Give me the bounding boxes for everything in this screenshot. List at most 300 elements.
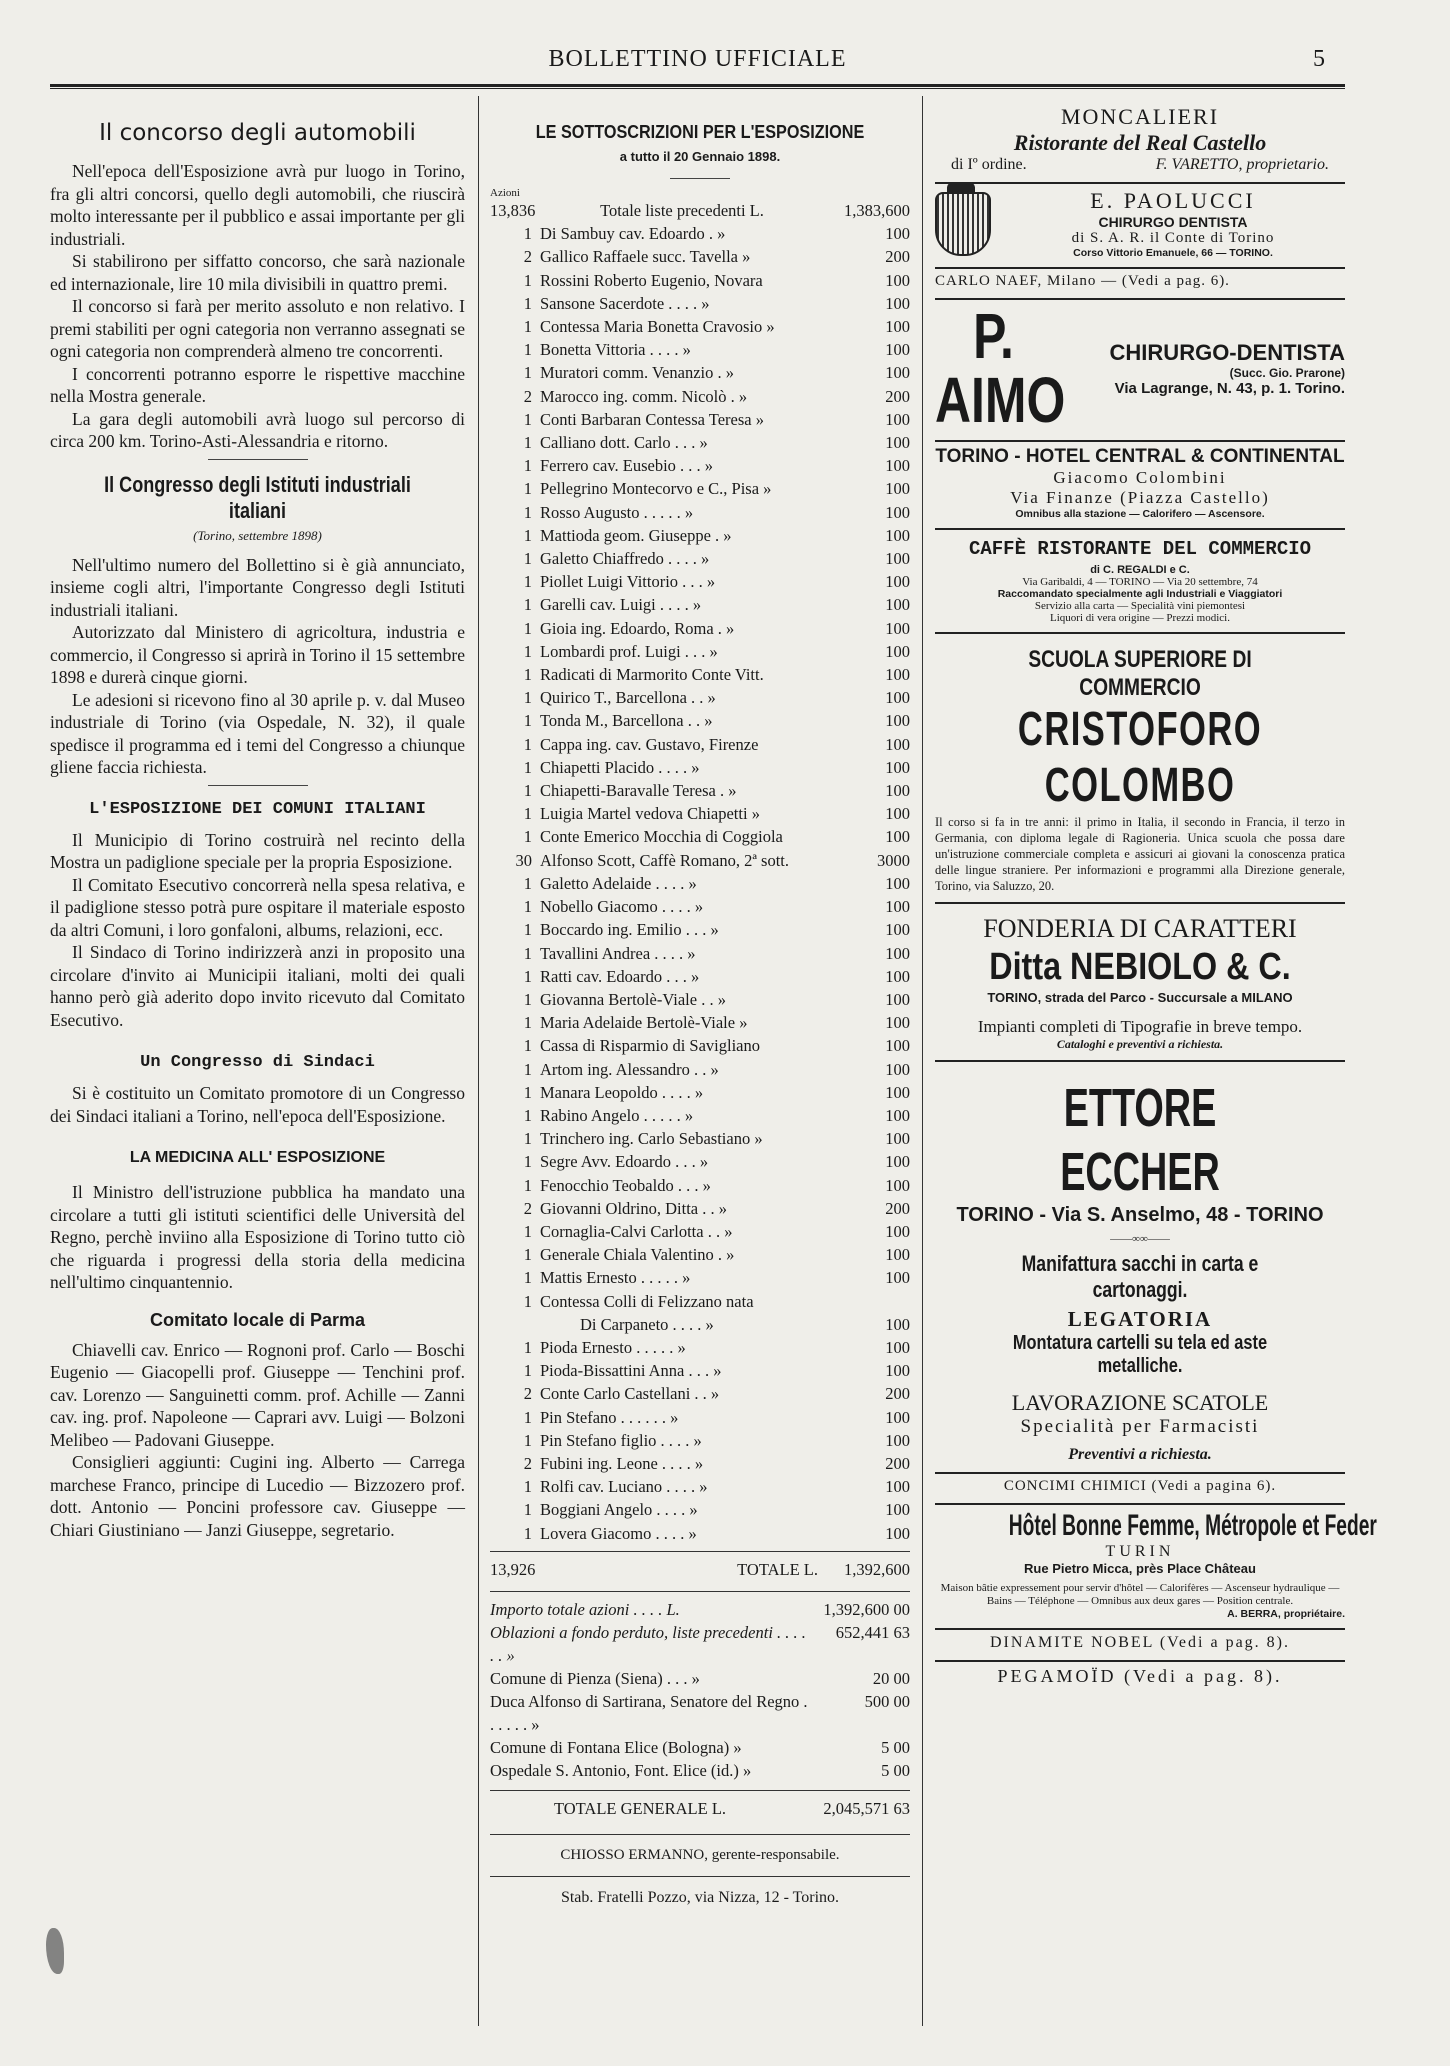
subscription-row — [490, 431, 910, 454]
amount: 100 — [885, 1152, 910, 1172]
shares: 1 — [523, 989, 532, 1009]
subscription-row — [490, 1081, 910, 1104]
footer-rule — [490, 1876, 910, 1877]
article-title: Il concorso degli automobili — [99, 120, 416, 146]
subscriber-name: Manara Leopoldo . . . . » — [540, 1082, 704, 1102]
subscription-row — [490, 593, 910, 616]
summary-label: Importo totale azioni . . . . L. — [490, 1599, 680, 1619]
total-rule — [490, 1551, 910, 1552]
subscriber-name: Pioda-Bissattini Anna . . . » — [540, 1361, 722, 1381]
amount: 100 — [885, 1314, 910, 1334]
subscriber-name: Luigia Martel vedova Chiapetti » — [540, 804, 760, 824]
summary-label: Oblazioni a fondo perduto, liste precedenti . . . . . . » — [490, 1622, 806, 1665]
subscription-row — [490, 802, 910, 825]
total-shares: 13,926 — [490, 1559, 536, 1579]
shares: 1 — [523, 1082, 532, 1102]
page-number: 5 — [1313, 46, 1325, 72]
amount: 100 — [885, 1430, 910, 1450]
ad-line: Ristorante del Real Castello — [1013, 130, 1267, 155]
shares: 1 — [523, 1152, 532, 1172]
subscriber-name: Di Sambuy cav. Edoardo . » — [540, 224, 726, 244]
shares: 1 — [523, 618, 532, 638]
summary-amount: 5 00 — [881, 1760, 910, 1780]
subscription-row — [490, 942, 910, 965]
shares: 1 — [523, 1221, 532, 1241]
subscription-row — [490, 756, 910, 779]
shares: 1 — [523, 966, 532, 986]
subscription-row — [490, 1197, 910, 1220]
shares: 1 — [523, 456, 532, 476]
ad-line: Maison bâtie expressement pour servir d'hôtel — Calorifères — Ascenseur hydraulique — Bains — Téléphone — Omnibus aux deux gares — Position centrale. — [940, 1582, 1340, 1607]
amount: 100 — [885, 270, 910, 290]
subscriber-name: Fenocchio Teobaldo . . . » — [540, 1175, 711, 1195]
amount: 100 — [885, 1337, 910, 1357]
shares: 1 — [523, 572, 532, 592]
subscriber-name: Calliano dott. Carlo . . . » — [540, 433, 708, 453]
article-paragraph: Si stabilirono per siffatto concorso, che sarà nazionale ed internazionale, lire 10 mila divisibili in quattro premi. — [50, 251, 465, 294]
subscriber-name: Marocco ing. comm. Nicolò . » — [540, 386, 748, 406]
amount: 100 — [885, 1523, 910, 1543]
subscriber-name: Boggiani Angelo . . . . » — [540, 1500, 698, 1520]
subscription-row — [490, 825, 910, 848]
ad-line: Via Lagrange, N. 43, p. 1. Torino. — [1114, 379, 1345, 397]
amount: 100 — [885, 409, 910, 429]
ad-line: Via Garibaldi, 4 — TORINO — Via 20 settembre, 74 — [1022, 576, 1258, 588]
ad-line: DINAMITE NOBEL (Vedi a pag. 8). — [989, 1634, 1290, 1651]
subscriber-name: Pin Stefano figlio . . . . » — [540, 1430, 702, 1450]
shares: 2 — [523, 247, 532, 267]
ad-paolucci — [935, 184, 1345, 269]
ad-line: CARLO NAEF, Milano — (Vedi a pag. 6). — [935, 273, 1230, 289]
amount: 100 — [885, 595, 910, 615]
ad-caffe-commercio — [935, 530, 1345, 634]
amount: 100 — [885, 340, 910, 360]
ad-line: Montatura cartelli su tela ed aste metalliche. — [1012, 1332, 1268, 1377]
amount: 100 — [885, 525, 910, 545]
subscription-row — [490, 965, 910, 988]
summary-row — [490, 1621, 910, 1667]
total-amount: 1,392,600 — [844, 1559, 910, 1579]
amount: 100 — [885, 665, 910, 685]
shares: 1 — [523, 317, 532, 337]
summary-label: Duca Alfonso di Sartirana, Senatore del Regno . . . . . . » — [490, 1691, 808, 1734]
total-row — [490, 1558, 910, 1581]
ad-line: Specialità per Farmacisti — [1020, 1416, 1260, 1437]
shares: 1 — [523, 595, 532, 615]
amount: 100 — [885, 920, 910, 940]
subscriber-name: Segre Avv. Edoardo . . . » — [540, 1152, 709, 1172]
subscriber-name: Muratori comm. Venanzio . » — [540, 363, 734, 383]
subscription-list — [490, 222, 910, 1545]
summary-label: Ospedale S. Antonio, Font. Elice (id.) » — [490, 1760, 752, 1780]
subscriber-name: Generale Chiala Valentino . » — [540, 1245, 735, 1265]
ad-line: F. VARETTO, proprietario. — [1155, 156, 1329, 173]
total-label: TOTALE L. — [737, 1559, 818, 1579]
list-subtitle: a tutto il 20 Gennaio 1898. — [619, 149, 781, 164]
subscription-row — [490, 1406, 910, 1429]
subscriber-name: Galetto Adelaide . . . . » — [540, 873, 697, 893]
ad-concimi — [935, 1474, 1345, 1505]
ad-heading: ETTORE ECCHER — [1060, 1078, 1220, 1202]
amount: 100 — [885, 688, 910, 708]
shares: 1 — [523, 711, 532, 731]
subscription-row — [490, 1034, 910, 1057]
ad-line: (Succ. Gio. Prarone) — [1229, 365, 1345, 380]
ad-heading: Ditta NEBIOLO & C. — [989, 946, 1291, 988]
article-paragraph: Il concorso si farà per merito assoluto e non relativo. I premi stabiliti per ogni categoria non verranno assegnati se ogni categoria non comprenderà almeno tre concorrenti. — [50, 296, 465, 361]
subscription-row — [490, 779, 910, 802]
subscriber-name: Giovanna Bertolè-Viale . . » — [540, 989, 726, 1009]
amount: 100 — [885, 363, 910, 383]
shares: 1 — [523, 479, 532, 499]
ad-line: Corso Vittorio Emanuele, 66 — TORINO. — [1073, 247, 1273, 259]
subscription-row — [490, 895, 910, 918]
article-paragraph: La gara degli automobili avrà luogo sul percorso di circa 200 km. Torino-Asti-Alessandria e ritorno. — [50, 408, 465, 451]
amount: 100 — [885, 433, 910, 453]
column-left — [50, 100, 465, 1541]
subscriber-name: Contessa Maria Bonetta Cravosio » — [540, 317, 775, 337]
ad-hotel-bonne-femme — [935, 1505, 1377, 1630]
shares: 1 — [523, 920, 532, 940]
subscription-row — [490, 1452, 910, 1475]
journal-title: BOLLETTINO UFFICIALE — [548, 46, 847, 72]
ad-line: Via Finanze (Piazza Castello) — [1010, 488, 1270, 507]
ad-line: Liquori di vera origine — Prezzi modici. — [1050, 612, 1230, 624]
ad-line: LAVORAZIONE SCATOLE — [1011, 1390, 1269, 1415]
amount: 100 — [885, 781, 910, 801]
shares: 1 — [523, 781, 532, 801]
shares: 1 — [523, 943, 532, 963]
shares: 1 — [523, 897, 532, 917]
amount: 100 — [885, 1129, 910, 1149]
subscription-row — [490, 245, 910, 268]
ad-scuola-commercio — [935, 634, 1345, 904]
subscription-row — [490, 1266, 910, 1289]
printer-line: Stab. Fratelli Pozzo, via Nizza, 12 - Torino. — [560, 1888, 840, 1906]
grand-total-rule — [490, 1790, 910, 1791]
subscription-row — [490, 454, 910, 477]
article-paragraph: Il Sindaco di Torino indirizzerà anzi in proposito una circolare d'invito ai Municipii italiani, molti dei quali hanno però già aderito dopo invito ricevuto dal Comitato Esecutivo. — [50, 942, 465, 1030]
subscription-row — [490, 547, 910, 570]
subscriber-name: Mattis Ernesto . . . . . » — [540, 1268, 691, 1288]
subscriber-name: Nobello Giacomo . . . . » — [540, 897, 704, 917]
subscription-row — [490, 501, 910, 524]
article-paragraph: Si è costituito un Comitato promotore di un Congresso dei Sindaci italiani a Torino, nell'epoca dell'Esposizione. — [50, 1083, 465, 1126]
shares: 1 — [523, 665, 532, 685]
article-paragraph: Nell'ultimo numero del Bollettino si è già annunciato, insieme cogli altri, l'importante Congresso degli Istituti industriali italiani. — [50, 554, 465, 620]
shares: 1 — [523, 549, 532, 569]
subscriber-name: Contessa Colli di Felizzano nata — [540, 1291, 754, 1311]
article-paragraph: Consiglieri aggiunti: Cugini ing. Alberto — Carrega marchese Franco, principe di Lucedio — Bizzozero prof. dott. Antonio — Poncini professore cav. Giuseppe — Chiari Giustiniano — Janzi Giuseppe, segretario. — [50, 1452, 465, 1540]
subscription-row — [490, 733, 910, 756]
subscription-row — [490, 988, 910, 1011]
subscriber-name: Cornaglia-Calvi Carlotta . . » — [540, 1221, 733, 1241]
shares: 1 — [523, 1245, 532, 1265]
shares: 1 — [523, 1361, 532, 1381]
amount: 100 — [885, 317, 910, 337]
shares: 13,836 — [490, 201, 536, 220]
summary-amount: 652,441 63 — [835, 1622, 910, 1642]
summary-amount: 1,392,600 00 — [823, 1599, 910, 1619]
ad-nebiolo — [935, 904, 1345, 1062]
ad-aimo — [935, 300, 1345, 442]
amount: 200 — [885, 1384, 910, 1404]
article-paragraph: Autorizzato dal Ministero di agricoltura, industria e commercio, il Congresso si aprirà in Torino il 15 settembre 1898 e durerà cinque giorni. — [50, 622, 465, 687]
subscriber-name: Gioia ing. Edoardo, Roma . » — [540, 618, 735, 638]
summary-list — [490, 1598, 910, 1782]
shares: 30 — [515, 850, 532, 870]
amount: 100 — [885, 757, 910, 777]
ad-line: di C. REGALDI e C. — [1090, 564, 1190, 576]
amount: 3000 — [877, 850, 910, 870]
summary-label: Comune di Pienza (Siena) . . . » — [490, 1668, 700, 1688]
shares: 1 — [523, 1268, 532, 1288]
amount: 100 — [885, 641, 910, 661]
shares: 1 — [523, 409, 532, 429]
shares: 1 — [523, 1407, 532, 1427]
shares: 1 — [523, 1337, 532, 1357]
shares: 1 — [523, 1059, 532, 1079]
ad-heading: TORINO - HOTEL CENTRAL & CONTINENTAL — [935, 446, 1345, 467]
subscription-row — [490, 570, 910, 593]
subscriber-name: Ratti cav. Edoardo . . . » — [540, 966, 700, 986]
ad-line: Servizio alla carta — Specialità vini piemontesi — [1034, 600, 1246, 612]
subscriber-name: Radicati di Marmorito Conte Vitt. — [540, 665, 764, 685]
column-divider-1 — [478, 96, 479, 2026]
amount: 100 — [885, 1245, 910, 1265]
subscription-row — [490, 872, 910, 895]
shares: 2 — [523, 386, 532, 406]
shares: 1 — [523, 1500, 532, 1520]
ad-line: A. BERRA, propriétaire. — [1227, 1608, 1345, 1620]
amount: 100 — [885, 549, 910, 569]
subscription-row — [490, 1336, 910, 1359]
article-paragraph: Le adesioni si ricevono fino al 30 aprile p. v. dal Museo industriale di Torino (via Ospedale, N. 32), il quale spedisce il programma ed i temi del Congresso a chiunque gliene faccia richiesta. — [50, 689, 465, 777]
subscriber-name: Conte Carlo Castellani . . » — [540, 1384, 720, 1404]
amount: 100 — [885, 1082, 910, 1102]
subscription-row — [490, 918, 910, 941]
subscription-row — [490, 315, 910, 338]
article-title: LA MEDICINA ALL' ESPOSIZIONE — [129, 1149, 386, 1166]
shares: 1 — [523, 1477, 532, 1497]
shares: 2 — [523, 1198, 532, 1218]
subscription-row — [490, 1058, 910, 1081]
ad-line: Rue Pietro Micca, près Place Château — [1024, 1561, 1256, 1576]
grand-total-row — [490, 1797, 910, 1820]
subscription-row — [490, 1150, 910, 1173]
subscription-row — [490, 640, 910, 663]
amount: 100 — [885, 224, 910, 244]
article-paragraph: Il Comitato Esecutivo concorrerà nella spesa relativa, e il padiglione stesso potrà pure ospitare il materiale esposto da altri Comuni, i loro gonfaloni, albums, relazioni, ecc. — [50, 874, 465, 940]
subscription-row — [490, 1498, 910, 1521]
shares: 1 — [523, 873, 532, 893]
article-paragraph: Il Municipio di Torino costruirà nel recinto della Mostra un padiglione speciale per la propria Esposizione. — [50, 829, 465, 872]
subscription-row — [490, 1104, 910, 1127]
ad-heading: P. AIMO — [935, 300, 1066, 436]
amount: 100 — [885, 734, 910, 754]
subscriber-name: Sansone Sacerdote . . . . » — [540, 293, 710, 313]
subscription-row — [490, 1243, 910, 1266]
article-paragraph: Nell'epoca dell'Esposizione avrà pur luogo in Torino, fra gli altri concorsi, quello degli automobili, che riuscirà molto interessante per il pubblico e assai importante per gli industriali. — [50, 161, 465, 249]
shares: 1 — [523, 270, 532, 290]
amount: 200 — [885, 386, 910, 406]
ad-line: CONCIMI CHIMICI (Vedi a pagina 6). — [1003, 1478, 1277, 1494]
shares: 1 — [523, 1291, 532, 1311]
shares: 1 — [523, 1430, 532, 1450]
amount: 100 — [885, 293, 910, 313]
shares: 1 — [523, 641, 532, 661]
amount: 100 — [885, 897, 910, 917]
amount: 100 — [885, 1361, 910, 1381]
royal-crest-icon — [935, 192, 991, 256]
subscriber-name: Rolfi cav. Luciano . . . . » — [540, 1477, 708, 1497]
shares: 1 — [523, 433, 532, 453]
amount: 100 — [885, 1268, 910, 1288]
subscriber-name: Conti Barbaran Contessa Teresa » — [540, 409, 764, 429]
subscription-row — [490, 1382, 910, 1405]
amount: 200 — [885, 1453, 910, 1473]
subscription-row — [490, 1522, 910, 1545]
subscription-row — [490, 686, 910, 709]
amount: 100 — [885, 873, 910, 893]
header-rule-thin — [50, 88, 1345, 89]
article-title: L'ESPOSIZIONE DEI COMUNI ITALIANI — [89, 799, 426, 819]
ad-line: Preventivi a richiesta. — [1068, 1446, 1212, 1463]
subscription-row — [490, 385, 910, 408]
subscription-row — [490, 1174, 910, 1197]
subscriber-name: Artom ing. Alessandro . . » — [540, 1059, 719, 1079]
subscription-row — [490, 338, 910, 361]
subscriber-name: Ferrero cav. Eusebio . . . » — [540, 456, 714, 476]
shares: 2 — [523, 1384, 532, 1404]
ad-line: TORINO - Via S. Anselmo, 48 - TORINO — [956, 1204, 1324, 1226]
ad-pegamoid — [935, 1662, 1345, 1687]
subscriber-name: Galetto Chiaffredo . . . . » — [540, 549, 710, 569]
column-divider-2 — [922, 96, 923, 2026]
list-title: LE SOTTOSCRIZIONI PER L'ESPOSIZIONE — [535, 122, 865, 142]
subscription-row — [490, 524, 910, 547]
subscriber-name: Rabino Angelo . . . . . » — [540, 1105, 694, 1125]
shares: 1 — [523, 827, 532, 847]
ad-heading: MONCALIERI — [1060, 104, 1220, 129]
ad-line: PEGAMOÏD (Vedi a pag. 8). — [997, 1666, 1283, 1686]
shares: 1 — [523, 1129, 532, 1149]
amount: 100 — [885, 1013, 910, 1033]
summary-amount: 500 00 — [864, 1691, 910, 1711]
subscription-row — [490, 849, 910, 872]
header-rule — [50, 84, 1345, 87]
amount: 100 — [885, 1221, 910, 1241]
label: Totale liste precedenti L. — [600, 201, 764, 220]
amount: 100 — [885, 827, 910, 847]
subscription-row — [490, 292, 910, 315]
subscription-row — [490, 1220, 910, 1243]
previous-total-row — [490, 199, 910, 222]
ad-naef — [935, 269, 1345, 300]
shares: 1 — [523, 502, 532, 522]
shares: 1 — [523, 804, 532, 824]
grand-total-amount: 2,045,571 63 — [823, 1798, 910, 1818]
ad-line: Omnibus alla stazione — Calorifero — Ascensore. — [1015, 508, 1265, 520]
summary-amount: 5 00 — [881, 1737, 910, 1757]
ad-line: CHIRURGO-DENTISTA — [1109, 339, 1345, 365]
amount: 1,383,600 — [844, 201, 910, 220]
footer-rule — [490, 1834, 910, 1835]
subscriber-name: Di Carpaneto . . . . » — [580, 1314, 714, 1334]
subscriber-name: Quirico T., Barcellona . . » — [540, 688, 716, 708]
summary-row — [490, 1690, 910, 1736]
subscriber-name: Rosso Augusto . . . . . » — [540, 502, 694, 522]
amount: 100 — [885, 1059, 910, 1079]
ad-line: TURIN — [1105, 1543, 1175, 1560]
amount: 100 — [885, 572, 910, 592]
shares: 1 — [523, 363, 532, 383]
subscription-row — [490, 361, 910, 384]
summary-row — [490, 1598, 910, 1621]
ad-line: Il corso si fa in tre anni: il primo in Italia, il secondo in Francia, il terzo in Germania, con diploma legale di Ragioneria. Unica scuola che possa dare un'istruzione commerciale completa e assicuri ai giovani la conoscenza pratica delle lingue straniere. Per informazioni e programmi alla Direzione generale, Torino, via Saluzzo, 20. — [935, 815, 1345, 893]
column-right — [935, 100, 1377, 1687]
amount: 100 — [885, 966, 910, 986]
shares — [490, 1313, 540, 1336]
ad-heading: E. PAOLUCCI — [1090, 188, 1256, 213]
azioni-label: Azioni — [490, 187, 520, 199]
gerente-line: CHIOSSO ERMANNO, gerente-responsabile. — [560, 1846, 840, 1863]
subscriber-name: Lovera Giacomo . . . . » — [540, 1523, 697, 1543]
subscription-row — [490, 1127, 910, 1150]
subscription-row — [490, 617, 910, 640]
amount: 100 — [885, 943, 910, 963]
summary-label: Comune di Fontana Elice (Bologna) » — [490, 1737, 742, 1757]
subscriber-name: Cassa di Risparmio di Savigliano — [540, 1036, 760, 1056]
subscriber-name: Pin Stefano . . . . . . » — [540, 1407, 679, 1427]
subscriber-name: Tonda M., Barcellona . . » — [540, 711, 713, 731]
ad-line: LEGATORIA — [1067, 1307, 1213, 1331]
subscription-row — [490, 1011, 910, 1034]
summary-row — [490, 1759, 910, 1782]
ad-line: di Iº ordine. — [951, 156, 1027, 173]
separator — [670, 178, 730, 179]
amount: 100 — [885, 1500, 910, 1520]
subscriber-name: Lombardi prof. Luigi . . . » — [540, 641, 718, 661]
ad-line: CHIRURGO DENTISTA — [1098, 214, 1248, 230]
subscription-row — [490, 709, 910, 732]
subscription-row — [490, 222, 910, 245]
ad-line: Giacomo Colombini — [1053, 468, 1227, 487]
shares: 1 — [523, 525, 532, 545]
ad-dinamite — [935, 1630, 1345, 1662]
shares: 1 — [523, 1105, 532, 1125]
subscriber-name: Bonetta Vittoria . . . . » — [540, 340, 691, 360]
separator — [208, 459, 308, 460]
ad-line: Manifattura sacchi in carta e cartonaggi. — [1021, 1251, 1259, 1302]
subscriber-name: Tavallini Andrea . . . . » — [540, 943, 696, 963]
page-header — [50, 46, 1345, 82]
subscription-row — [490, 663, 910, 686]
shares: 1 — [523, 293, 532, 313]
subscriber-name: Giovanni Oldrino, Ditta . . » — [540, 1198, 727, 1218]
column-middle — [490, 100, 910, 1919]
subscription-row — [490, 1429, 910, 1452]
amount: 100 — [885, 1407, 910, 1427]
amount: 100 — [885, 989, 910, 1009]
shares: 1 — [523, 224, 532, 244]
article-title: Comitato locale di Parma — [149, 1309, 366, 1330]
separator — [208, 785, 308, 786]
amount: 100 — [885, 502, 910, 522]
shares: 1 — [523, 1523, 532, 1543]
article-paragraph: Chiavelli cav. Enrico — Rognoni prof. Carlo — Boschi Eugenio — Giacopelli prof. Giuseppe — Tenchini prof. cav. Lorenzo — Sanguinetti comm. prof. Achille — Zanni cav. ing. prof. Napoleone — Caprari avv. Luigi — Bolzoni Melibeo — Padovani Giuseppe. — [50, 1339, 465, 1450]
ad-heading: SCUOLA SUPERIORE DI COMMERCIO — [1028, 646, 1252, 701]
